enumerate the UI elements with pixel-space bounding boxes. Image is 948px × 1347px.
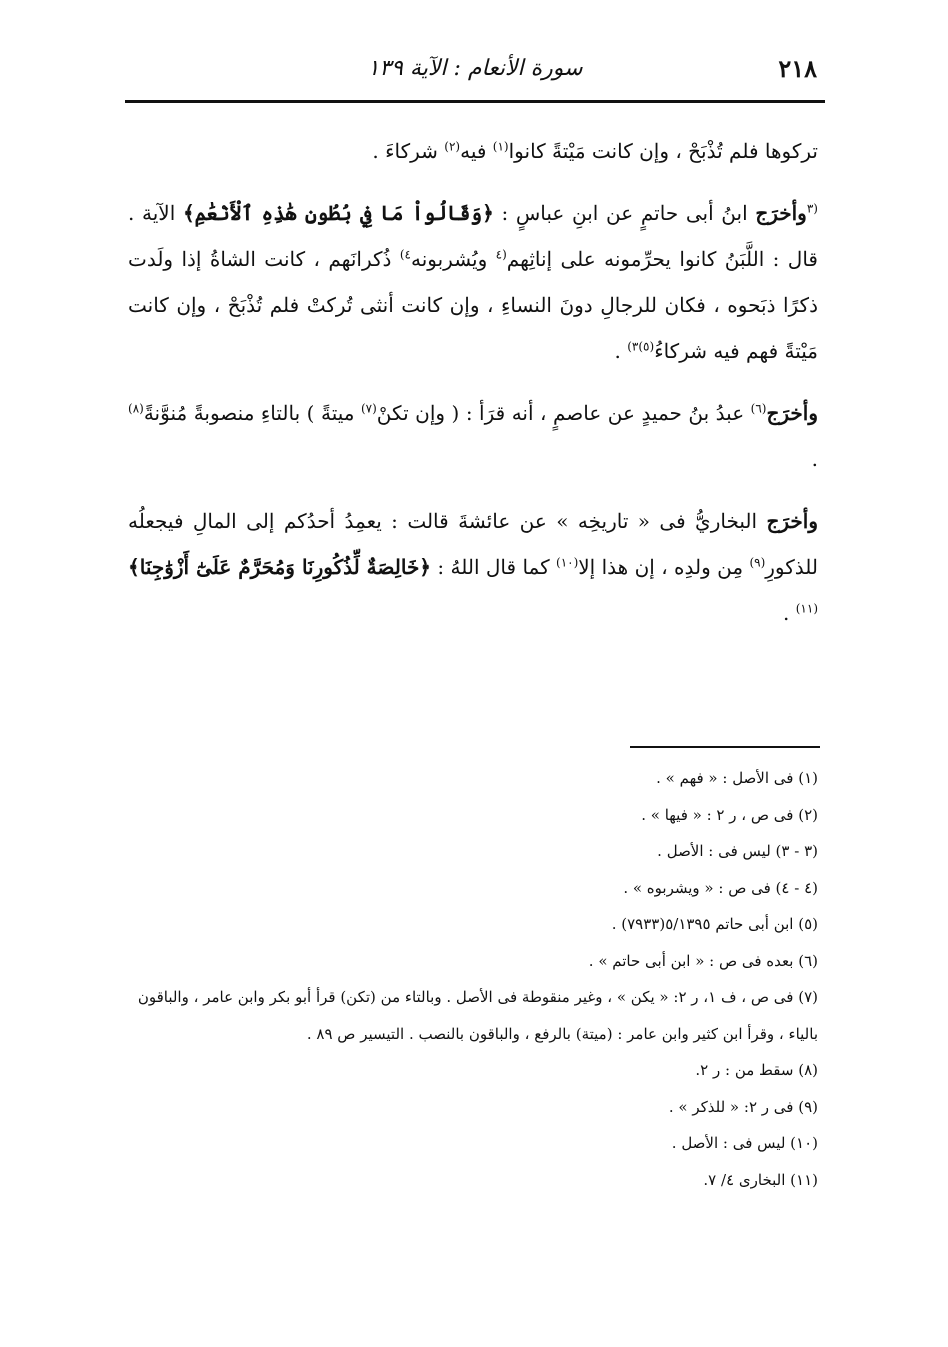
footnote-10: (١٠) ليس فى : الأصل .: [671, 1134, 818, 1152]
quran-quote: ﴿خَالِصَةٌ لِّذُكُورِنَا وَمُحَرَّمٌ عَلَىٰٓ أَزْوَٰجِنَا﴾: [128, 555, 432, 579]
text-span: كما قال اللهُ :: [431, 555, 556, 579]
main-text: [128, 128, 818, 652]
footnote-ref: (٥)٣): [627, 339, 655, 354]
running-title: سورة الأنعام : الآية ١٣٩: [367, 56, 583, 81]
footnote-ref: (٧): [360, 401, 377, 416]
quran-quote: ﴿وَقَالُواْ مَا فِي بُطُونِ هَٰذِهِ ٱلْأَنْعَٰمِ﴾: [182, 201, 494, 225]
text-span: تركوها فلم تُذْبَحْ ، وإن كانت مَيْتةً كانوا: [508, 139, 818, 163]
footnote-ref: ٤): [399, 247, 411, 262]
paragraph-4: [128, 498, 818, 636]
lead-word: وأخرَج: [755, 201, 807, 225]
page-header: [125, 52, 825, 92]
text-span: ويُشربونه: [410, 247, 496, 271]
paragraph-1: [128, 128, 818, 174]
paragraph-3: [128, 390, 818, 482]
paragraph-2: [128, 190, 818, 374]
text-span: الآية . قال : اللَّبَنُ كانوا يحرِّمونه على إناثِهم: [128, 201, 818, 271]
text-span: مِن ولدِه ، إن هذا إلا: [578, 555, 750, 579]
text-span: شركاءَ .: [372, 139, 445, 163]
footnote-ref: (٢): [444, 139, 461, 154]
text-span: ميتةً ) بالتاءِ منصوبةً مُنوَّنةً: [143, 401, 361, 425]
lead-word: وأخرَج: [766, 509, 818, 533]
footnote-ref: (٨): [128, 401, 144, 416]
footnotes: [128, 760, 818, 1198]
footnote-1: (١) فى الأصل : « فهم » .: [656, 769, 818, 787]
header-rule: [125, 100, 825, 103]
footnote-2: (٢) فى ص ، ر ٢ : « فيها » .: [641, 805, 818, 824]
footnote-ref: (٤: [495, 247, 507, 262]
footnote-9: (٩) فى ر ٢: « للذكر » .: [668, 1097, 818, 1116]
footnote-6: (٦) بعده فى ص : « ابن أبى حاتم » .: [588, 951, 818, 970]
page-number: ٢١٨: [778, 54, 817, 83]
footnote-4: (٤ - ٤) فى ص : « ويشربوه » .: [623, 878, 818, 897]
text-span: ذُكرانَهم ، كانت الشاةُ إذا ولَدت ذكرًا ذبَحوه ، فكان للرجالِ دونَ النساءِ ، وإن كانت أنثى تُركتْ فلم تُذْبَحْ ، وإن كانت مَيْتةً فهم فيه شركاءُ: [128, 247, 818, 363]
footnote-ref: (١١): [795, 601, 818, 616]
footnote-7: (٧) فى ص ، ف ١، ر ٢: « يكن » ، وغير منقوطة فى الأصل . وبالتاء من (تكن) قرأ أبو بكر وابن عامر ، والباقون بالياء ، وقرأ ابن كثير وابن عامر : (ميتة) بالرفع ، والباقون بالنصب . التيسير ص ٨٩ .: [137, 988, 818, 1043]
footnote-ref: (٩): [749, 555, 766, 570]
footnote-ref: (١): [492, 139, 509, 154]
lead-word: وأخرَج: [766, 401, 818, 425]
footnote-11: (١١) البخارى ٤/ ٧.: [703, 1170, 818, 1189]
text-span: البخاريُّ فى « تاريخِه » عن عائشةَ قالت : يعمِدُ أحدُكم إلى المالِ فيجعلُه للذكورِ: [128, 509, 818, 579]
text-span: .: [783, 601, 796, 625]
footnote-ref: (٣: [806, 201, 818, 216]
text-span: .: [811, 447, 818, 471]
footnote-5: (٥) ابن أبى حاتم ٥/١٣٩٥(٧٩٣٣) .: [611, 915, 818, 933]
footnote-8: (٨) سقط من : ر ٢.: [695, 1061, 818, 1079]
text-span: فيه: [460, 139, 493, 163]
text-span: ابنُ أبى حاتمٍ عن ابنِ عباسٍ :: [493, 201, 756, 225]
footnote-3: (٣ - ٣) ليس فى : الأصل .: [657, 842, 818, 860]
footnote-rule: [630, 746, 820, 748]
footnote-ref: (٦): [750, 401, 767, 416]
footnote-ref: (١٠): [556, 555, 579, 570]
text-span: عبدُ بنُ حميدٍ عن عاصمٍ ، أنه قرَأ : ( وإن تكنْ: [376, 401, 751, 425]
text-span: .: [614, 339, 628, 363]
